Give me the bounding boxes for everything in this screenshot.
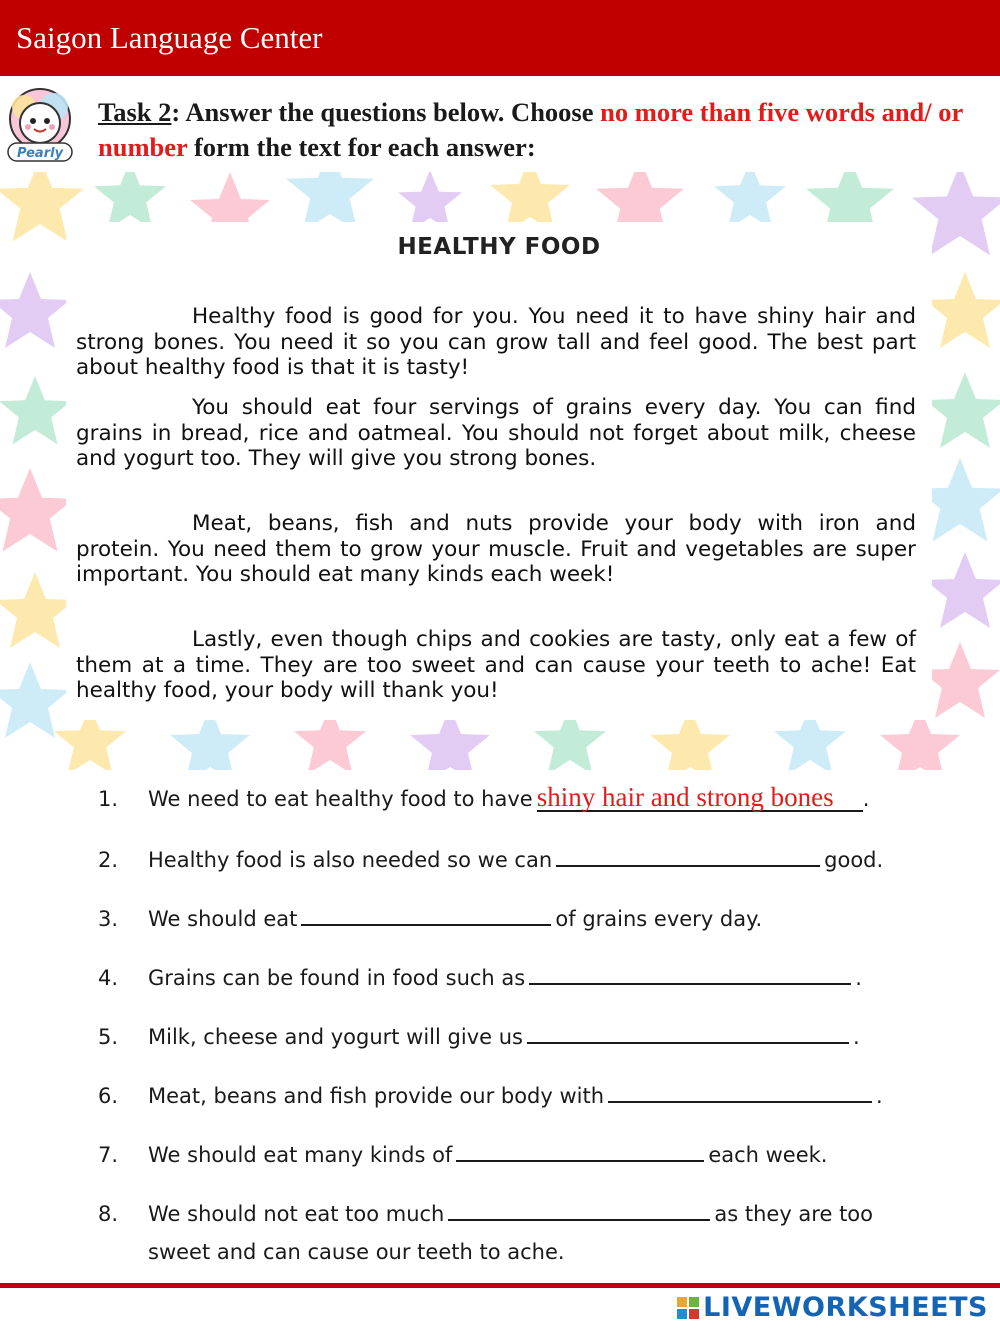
- question-number: 8.: [98, 1202, 119, 1226]
- header-title: Saigon Language Center: [16, 20, 323, 55]
- question-suffix: of grains every day.: [555, 907, 763, 931]
- question-suffix: each week.: [708, 1143, 828, 1167]
- question-number: 5.: [98, 1025, 119, 1049]
- question-text: Milk, cheese and yogurt will give us: [148, 1025, 523, 1049]
- task-label: Task 2: [98, 97, 172, 127]
- footer-divider: [0, 1283, 1000, 1288]
- pearly-logo: [2, 85, 78, 163]
- question-suffix: .: [852, 1025, 860, 1049]
- answer-field-4[interactable]: [529, 961, 851, 985]
- question-text: We should eat: [148, 907, 298, 931]
- liveworksheets-logo[interactable]: [677, 1292, 988, 1323]
- question-text: Healthy food is also needed so we can: [148, 848, 553, 872]
- question-number: 6.: [98, 1084, 119, 1108]
- pearly-logo-text: Pearly: [16, 146, 64, 161]
- answer-field-2[interactable]: [556, 843, 820, 867]
- question-number: 2.: [98, 848, 119, 872]
- question-8-continued: sweet and can cause our teeth to ache.: [148, 1240, 565, 1264]
- question-number: 1.: [98, 787, 119, 811]
- question-text: We should eat many kinds of: [148, 1143, 453, 1167]
- question-suffix: as they are too: [714, 1202, 873, 1226]
- question-6: [98, 1079, 883, 1108]
- liveworksheets-icon: [677, 1297, 699, 1319]
- question-text: We should not eat too much: [148, 1202, 445, 1226]
- paragraph-1: Healthy food is good for you. You need it to have shiny hair and strong bones. You need it so you can grow tall and feel good. The best part about healthy food is that it is tasty!: [76, 304, 916, 380]
- question-suffix: .: [862, 787, 870, 811]
- question-number: 4.: [98, 966, 119, 990]
- question-number: 3.: [98, 907, 119, 931]
- paragraph-4: Lastly, even though chips and cookies are tasty, only eat a few of them at a time. They are too sweet and can cause your teeth to ache! Eat healthy food, your body will thank you!: [76, 627, 916, 703]
- question-suffix: .: [855, 966, 862, 990]
- answer-field-6[interactable]: [608, 1079, 872, 1103]
- question-3: [98, 902, 762, 931]
- reading-passage: [66, 222, 932, 720]
- reading-title: HEALTHY FOOD: [397, 234, 601, 260]
- question-number: 7.: [98, 1143, 119, 1167]
- question-text: Meat, beans and fish provide our body with: [148, 1084, 605, 1108]
- paragraph-3: Meat, beans, fish and nuts provide your body with iron and protein. You need them to grow your muscle. Fruit and vegetables are super important. You should eat many kinds each week!: [76, 511, 916, 587]
- answer-field-3[interactable]: [301, 902, 551, 926]
- task-highlight: no more than five words and/ or number: [98, 97, 963, 162]
- question-2: [98, 843, 883, 872]
- task-text-2: form the text for each answer:: [187, 132, 536, 162]
- paragraph-2: You should eat four servings of grains every day. You can find grains in bread, rice and oatmeal. You should not forget about milk, cheese and yogurt too. They will give you strong bones.: [76, 395, 916, 471]
- header-bar: [0, 0, 1000, 76]
- question-5: [98, 1020, 860, 1049]
- question-8: [98, 1197, 873, 1226]
- answer-field-8[interactable]: [448, 1197, 710, 1221]
- task-instructions: [98, 95, 988, 165]
- answer-field-5[interactable]: [527, 1020, 849, 1044]
- question-suffix: good.: [824, 848, 884, 872]
- liveworksheets-text: LIVEWORKSHEETS: [703, 1292, 988, 1323]
- task-text-1: : Answer the questions below. Choose: [171, 97, 601, 127]
- question-1: [98, 784, 869, 812]
- question-text: We need to eat healthy food to have: [148, 787, 533, 811]
- question-7: [98, 1138, 827, 1167]
- question-4: [98, 961, 862, 990]
- answer-field-7[interactable]: [456, 1138, 704, 1162]
- question-text: Grains can be found in food such as: [148, 966, 526, 990]
- answer-field-1[interactable]: shiny hair and strong bones: [537, 784, 863, 812]
- question-suffix: .: [876, 1084, 883, 1108]
